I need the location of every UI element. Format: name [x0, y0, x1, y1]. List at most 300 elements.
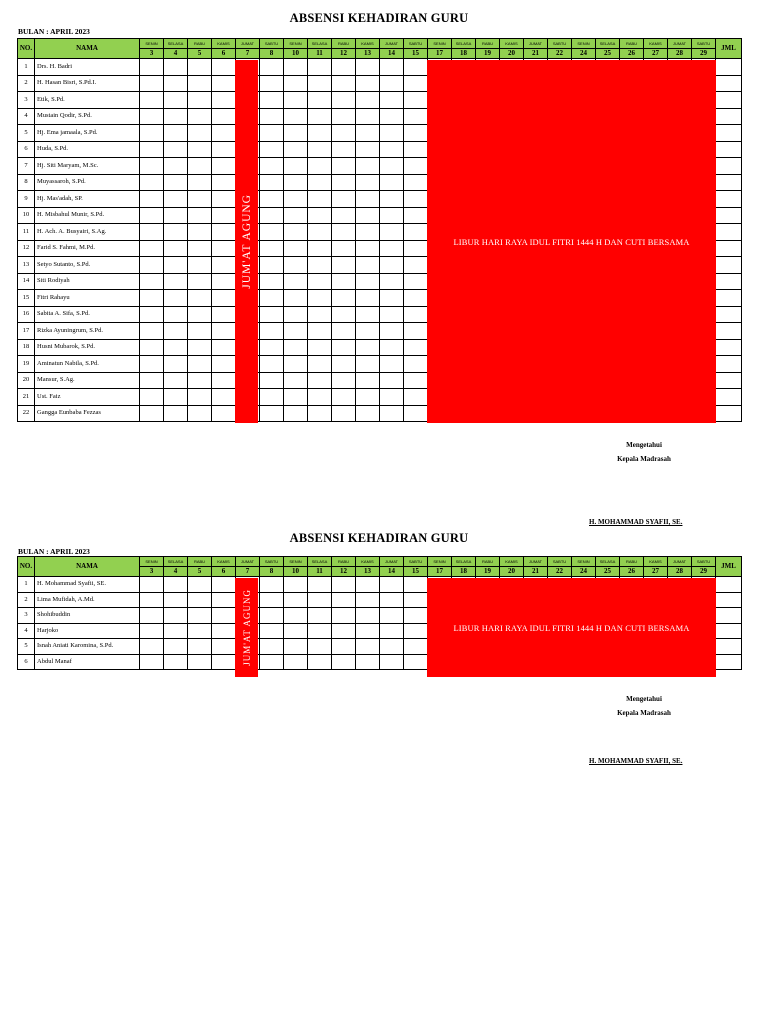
- attendance-cell[interactable]: [188, 356, 212, 373]
- attendance-cell[interactable]: [404, 174, 428, 191]
- attendance-cell[interactable]: [260, 306, 284, 323]
- attendance-cell[interactable]: [212, 75, 236, 92]
- attendance-cell[interactable]: [188, 306, 212, 323]
- attendance-cell[interactable]: [380, 356, 404, 373]
- attendance-cell[interactable]: [212, 306, 236, 323]
- attendance-cell[interactable]: [308, 339, 332, 356]
- attendance-cell[interactable]: [284, 306, 308, 323]
- attendance-cell[interactable]: [212, 191, 236, 208]
- attendance-cell[interactable]: [308, 75, 332, 92]
- attendance-cell[interactable]: [308, 125, 332, 142]
- attendance-cell[interactable]: [140, 306, 164, 323]
- attendance-cell[interactable]: [164, 224, 188, 241]
- attendance-cell[interactable]: [284, 207, 308, 224]
- attendance-cell[interactable]: [404, 389, 428, 406]
- attendance-cell[interactable]: [188, 108, 212, 125]
- attendance-cell[interactable]: [380, 125, 404, 142]
- attendance-cell[interactable]: [356, 240, 380, 257]
- attendance-cell[interactable]: [164, 592, 188, 608]
- attendance-cell[interactable]: [164, 240, 188, 257]
- attendance-cell[interactable]: [404, 592, 428, 608]
- attendance-cell[interactable]: [212, 323, 236, 340]
- attendance-cell[interactable]: [140, 592, 164, 608]
- attendance-cell[interactable]: [188, 273, 212, 290]
- attendance-cell[interactable]: [356, 405, 380, 422]
- attendance-cell[interactable]: [188, 59, 212, 76]
- attendance-cell[interactable]: [332, 207, 356, 224]
- attendance-cell[interactable]: [164, 108, 188, 125]
- attendance-cell[interactable]: [380, 240, 404, 257]
- attendance-cell[interactable]: [188, 577, 212, 593]
- attendance-cell[interactable]: [380, 174, 404, 191]
- attendance-cell[interactable]: [140, 207, 164, 224]
- attendance-cell[interactable]: [284, 405, 308, 422]
- attendance-cell[interactable]: [188, 158, 212, 175]
- attendance-cell[interactable]: [212, 356, 236, 373]
- attendance-cell[interactable]: [140, 240, 164, 257]
- attendance-cell[interactable]: [260, 240, 284, 257]
- attendance-cell[interactable]: [140, 174, 164, 191]
- attendance-cell[interactable]: [188, 207, 212, 224]
- attendance-cell[interactable]: [404, 92, 428, 109]
- attendance-cell[interactable]: [332, 257, 356, 274]
- attendance-cell[interactable]: [140, 654, 164, 670]
- attendance-cell[interactable]: [308, 372, 332, 389]
- attendance-cell[interactable]: [332, 323, 356, 340]
- attendance-cell[interactable]: [332, 174, 356, 191]
- attendance-cell[interactable]: [212, 257, 236, 274]
- attendance-cell[interactable]: [356, 207, 380, 224]
- attendance-cell[interactable]: [260, 224, 284, 241]
- attendance-cell[interactable]: [380, 158, 404, 175]
- attendance-cell[interactable]: [284, 356, 308, 373]
- attendance-cell[interactable]: [260, 339, 284, 356]
- attendance-cell[interactable]: [356, 372, 380, 389]
- attendance-cell[interactable]: [260, 389, 284, 406]
- attendance-cell[interactable]: [140, 639, 164, 655]
- attendance-cell[interactable]: [404, 654, 428, 670]
- attendance-cell[interactable]: [140, 59, 164, 76]
- attendance-cell[interactable]: [332, 240, 356, 257]
- attendance-cell[interactable]: [380, 207, 404, 224]
- attendance-cell[interactable]: [212, 372, 236, 389]
- attendance-cell[interactable]: [164, 654, 188, 670]
- attendance-cell[interactable]: [140, 75, 164, 92]
- attendance-cell[interactable]: [284, 639, 308, 655]
- attendance-cell[interactable]: [260, 108, 284, 125]
- attendance-cell[interactable]: [188, 174, 212, 191]
- attendance-cell[interactable]: [380, 323, 404, 340]
- attendance-cell[interactable]: [164, 273, 188, 290]
- attendance-cell[interactable]: [356, 290, 380, 307]
- attendance-cell[interactable]: [260, 92, 284, 109]
- attendance-cell[interactable]: [188, 257, 212, 274]
- attendance-cell[interactable]: [260, 654, 284, 670]
- attendance-cell[interactable]: [140, 405, 164, 422]
- attendance-cell[interactable]: [260, 125, 284, 142]
- attendance-cell[interactable]: [260, 174, 284, 191]
- attendance-cell[interactable]: [284, 108, 308, 125]
- attendance-cell[interactable]: [356, 191, 380, 208]
- attendance-cell[interactable]: [284, 389, 308, 406]
- attendance-cell[interactable]: [140, 191, 164, 208]
- attendance-cell[interactable]: [164, 75, 188, 92]
- attendance-cell[interactable]: [404, 240, 428, 257]
- attendance-cell[interactable]: [356, 306, 380, 323]
- attendance-cell[interactable]: [140, 224, 164, 241]
- attendance-cell[interactable]: [332, 405, 356, 422]
- attendance-cell[interactable]: [284, 654, 308, 670]
- attendance-cell[interactable]: [140, 158, 164, 175]
- attendance-cell[interactable]: [260, 372, 284, 389]
- attendance-cell[interactable]: [260, 158, 284, 175]
- attendance-cell[interactable]: [404, 405, 428, 422]
- attendance-cell[interactable]: [140, 389, 164, 406]
- attendance-cell[interactable]: [164, 639, 188, 655]
- attendance-cell[interactable]: [356, 339, 380, 356]
- attendance-cell[interactable]: [212, 92, 236, 109]
- attendance-cell[interactable]: [164, 356, 188, 373]
- attendance-cell[interactable]: [380, 623, 404, 639]
- attendance-cell[interactable]: [260, 75, 284, 92]
- attendance-cell[interactable]: [212, 654, 236, 670]
- attendance-cell[interactable]: [332, 59, 356, 76]
- attendance-cell[interactable]: [308, 639, 332, 655]
- attendance-cell[interactable]: [380, 191, 404, 208]
- attendance-cell[interactable]: [260, 207, 284, 224]
- attendance-cell[interactable]: [260, 608, 284, 624]
- attendance-cell[interactable]: [188, 389, 212, 406]
- attendance-cell[interactable]: [404, 108, 428, 125]
- attendance-cell[interactable]: [188, 224, 212, 241]
- attendance-cell[interactable]: [308, 207, 332, 224]
- attendance-cell[interactable]: [164, 290, 188, 307]
- attendance-cell[interactable]: [188, 240, 212, 257]
- attendance-cell[interactable]: [380, 654, 404, 670]
- attendance-cell[interactable]: [356, 108, 380, 125]
- attendance-cell[interactable]: [140, 108, 164, 125]
- attendance-cell[interactable]: [356, 356, 380, 373]
- attendance-cell[interactable]: [212, 174, 236, 191]
- attendance-cell[interactable]: [212, 273, 236, 290]
- attendance-cell[interactable]: [260, 290, 284, 307]
- attendance-cell[interactable]: [212, 290, 236, 307]
- attendance-cell[interactable]: [380, 224, 404, 241]
- attendance-cell[interactable]: [164, 323, 188, 340]
- attendance-cell[interactable]: [308, 623, 332, 639]
- attendance-cell[interactable]: [308, 592, 332, 608]
- attendance-cell[interactable]: [332, 224, 356, 241]
- attendance-cell[interactable]: [164, 405, 188, 422]
- attendance-cell[interactable]: [404, 372, 428, 389]
- attendance-cell[interactable]: [212, 577, 236, 593]
- attendance-cell[interactable]: [260, 405, 284, 422]
- attendance-cell[interactable]: [164, 174, 188, 191]
- attendance-cell[interactable]: [284, 141, 308, 158]
- attendance-cell[interactable]: [356, 158, 380, 175]
- attendance-cell[interactable]: [332, 577, 356, 593]
- attendance-cell[interactable]: [332, 141, 356, 158]
- attendance-cell[interactable]: [284, 577, 308, 593]
- attendance-cell[interactable]: [284, 125, 308, 142]
- attendance-cell[interactable]: [308, 108, 332, 125]
- attendance-cell[interactable]: [284, 323, 308, 340]
- attendance-cell[interactable]: [284, 240, 308, 257]
- attendance-cell[interactable]: [164, 608, 188, 624]
- attendance-cell[interactable]: [356, 608, 380, 624]
- attendance-cell[interactable]: [260, 639, 284, 655]
- attendance-cell[interactable]: [164, 389, 188, 406]
- attendance-cell[interactable]: [404, 356, 428, 373]
- attendance-cell[interactable]: [212, 224, 236, 241]
- attendance-cell[interactable]: [332, 158, 356, 175]
- attendance-cell[interactable]: [308, 577, 332, 593]
- attendance-cell[interactable]: [332, 608, 356, 624]
- attendance-cell[interactable]: [260, 356, 284, 373]
- attendance-cell[interactable]: [404, 125, 428, 142]
- attendance-cell[interactable]: [380, 273, 404, 290]
- attendance-cell[interactable]: [284, 592, 308, 608]
- attendance-cell[interactable]: [164, 257, 188, 274]
- attendance-cell[interactable]: [284, 623, 308, 639]
- attendance-cell[interactable]: [284, 257, 308, 274]
- attendance-cell[interactable]: [260, 141, 284, 158]
- attendance-cell[interactable]: [404, 59, 428, 76]
- attendance-cell[interactable]: [188, 623, 212, 639]
- attendance-cell[interactable]: [212, 125, 236, 142]
- attendance-cell[interactable]: [380, 59, 404, 76]
- attendance-cell[interactable]: [404, 306, 428, 323]
- attendance-cell[interactable]: [380, 306, 404, 323]
- attendance-cell[interactable]: [380, 108, 404, 125]
- attendance-cell[interactable]: [356, 323, 380, 340]
- attendance-cell[interactable]: [332, 356, 356, 373]
- attendance-cell[interactable]: [332, 623, 356, 639]
- attendance-cell[interactable]: [140, 608, 164, 624]
- attendance-cell[interactable]: [332, 125, 356, 142]
- attendance-cell[interactable]: [284, 92, 308, 109]
- attendance-cell[interactable]: [164, 623, 188, 639]
- attendance-cell[interactable]: [164, 577, 188, 593]
- attendance-cell[interactable]: [380, 372, 404, 389]
- attendance-cell[interactable]: [332, 372, 356, 389]
- attendance-cell[interactable]: [140, 577, 164, 593]
- attendance-cell[interactable]: [404, 290, 428, 307]
- attendance-cell[interactable]: [284, 174, 308, 191]
- attendance-cell[interactable]: [332, 75, 356, 92]
- attendance-cell[interactable]: [260, 273, 284, 290]
- attendance-cell[interactable]: [308, 191, 332, 208]
- attendance-cell[interactable]: [332, 191, 356, 208]
- attendance-cell[interactable]: [308, 389, 332, 406]
- attendance-cell[interactable]: [308, 240, 332, 257]
- attendance-cell[interactable]: [308, 158, 332, 175]
- attendance-cell[interactable]: [332, 339, 356, 356]
- attendance-cell[interactable]: [284, 339, 308, 356]
- attendance-cell[interactable]: [164, 339, 188, 356]
- attendance-cell[interactable]: [188, 125, 212, 142]
- attendance-cell[interactable]: [212, 592, 236, 608]
- attendance-cell[interactable]: [356, 224, 380, 241]
- attendance-cell[interactable]: [404, 191, 428, 208]
- attendance-cell[interactable]: [404, 207, 428, 224]
- attendance-cell[interactable]: [356, 592, 380, 608]
- attendance-cell[interactable]: [404, 257, 428, 274]
- attendance-cell[interactable]: [140, 356, 164, 373]
- attendance-cell[interactable]: [308, 306, 332, 323]
- attendance-cell[interactable]: [308, 356, 332, 373]
- attendance-cell[interactable]: [404, 323, 428, 340]
- attendance-cell[interactable]: [404, 141, 428, 158]
- attendance-cell[interactable]: [188, 405, 212, 422]
- attendance-cell[interactable]: [284, 191, 308, 208]
- attendance-cell[interactable]: [188, 191, 212, 208]
- attendance-cell[interactable]: [380, 639, 404, 655]
- attendance-cell[interactable]: [308, 92, 332, 109]
- attendance-cell[interactable]: [308, 174, 332, 191]
- attendance-cell[interactable]: [356, 577, 380, 593]
- attendance-cell[interactable]: [188, 654, 212, 670]
- attendance-cell[interactable]: [188, 141, 212, 158]
- attendance-cell[interactable]: [380, 290, 404, 307]
- attendance-cell[interactable]: [284, 273, 308, 290]
- attendance-cell[interactable]: [164, 191, 188, 208]
- attendance-cell[interactable]: [212, 623, 236, 639]
- attendance-cell[interactable]: [404, 273, 428, 290]
- attendance-cell[interactable]: [140, 273, 164, 290]
- attendance-cell[interactable]: [188, 372, 212, 389]
- attendance-cell[interactable]: [188, 290, 212, 307]
- attendance-cell[interactable]: [332, 654, 356, 670]
- attendance-cell[interactable]: [164, 125, 188, 142]
- attendance-cell[interactable]: [404, 639, 428, 655]
- attendance-cell[interactable]: [164, 158, 188, 175]
- attendance-cell[interactable]: [140, 372, 164, 389]
- attendance-cell[interactable]: [356, 273, 380, 290]
- attendance-cell[interactable]: [284, 224, 308, 241]
- attendance-cell[interactable]: [212, 141, 236, 158]
- attendance-cell[interactable]: [212, 207, 236, 224]
- attendance-cell[interactable]: [404, 339, 428, 356]
- attendance-cell[interactable]: [140, 623, 164, 639]
- attendance-cell[interactable]: [140, 125, 164, 142]
- attendance-cell[interactable]: [164, 141, 188, 158]
- attendance-cell[interactable]: [188, 608, 212, 624]
- attendance-cell[interactable]: [404, 623, 428, 639]
- attendance-cell[interactable]: [404, 224, 428, 241]
- attendance-cell[interactable]: [380, 339, 404, 356]
- attendance-cell[interactable]: [260, 623, 284, 639]
- attendance-cell[interactable]: [140, 290, 164, 307]
- attendance-cell[interactable]: [332, 592, 356, 608]
- attendance-cell[interactable]: [332, 306, 356, 323]
- attendance-cell[interactable]: [260, 191, 284, 208]
- attendance-cell[interactable]: [308, 323, 332, 340]
- attendance-cell[interactable]: [188, 75, 212, 92]
- attendance-cell[interactable]: [212, 108, 236, 125]
- attendance-cell[interactable]: [164, 59, 188, 76]
- attendance-cell[interactable]: [212, 339, 236, 356]
- attendance-cell[interactable]: [404, 158, 428, 175]
- attendance-cell[interactable]: [188, 639, 212, 655]
- attendance-cell[interactable]: [284, 158, 308, 175]
- attendance-cell[interactable]: [140, 257, 164, 274]
- attendance-cell[interactable]: [140, 323, 164, 340]
- attendance-cell[interactable]: [140, 141, 164, 158]
- attendance-cell[interactable]: [188, 92, 212, 109]
- attendance-cell[interactable]: [356, 125, 380, 142]
- attendance-cell[interactable]: [260, 577, 284, 593]
- attendance-cell[interactable]: [260, 257, 284, 274]
- attendance-cell[interactable]: [212, 158, 236, 175]
- attendance-cell[interactable]: [380, 405, 404, 422]
- attendance-cell[interactable]: [308, 224, 332, 241]
- attendance-cell[interactable]: [380, 577, 404, 593]
- attendance-cell[interactable]: [212, 405, 236, 422]
- attendance-cell[interactable]: [356, 174, 380, 191]
- attendance-cell[interactable]: [164, 207, 188, 224]
- attendance-cell[interactable]: [188, 323, 212, 340]
- attendance-cell[interactable]: [380, 141, 404, 158]
- attendance-cell[interactable]: [260, 323, 284, 340]
- attendance-cell[interactable]: [332, 290, 356, 307]
- attendance-cell[interactable]: [284, 75, 308, 92]
- attendance-cell[interactable]: [332, 639, 356, 655]
- attendance-cell[interactable]: [284, 608, 308, 624]
- attendance-cell[interactable]: [356, 639, 380, 655]
- attendance-cell[interactable]: [380, 389, 404, 406]
- attendance-cell[interactable]: [404, 577, 428, 593]
- attendance-cell[interactable]: [380, 75, 404, 92]
- attendance-cell[interactable]: [332, 273, 356, 290]
- attendance-cell[interactable]: [188, 592, 212, 608]
- attendance-cell[interactable]: [164, 92, 188, 109]
- attendance-cell[interactable]: [332, 108, 356, 125]
- attendance-cell[interactable]: [356, 141, 380, 158]
- attendance-cell[interactable]: [284, 372, 308, 389]
- attendance-cell[interactable]: [140, 92, 164, 109]
- attendance-cell[interactable]: [380, 592, 404, 608]
- attendance-cell[interactable]: [212, 608, 236, 624]
- attendance-cell[interactable]: [212, 389, 236, 406]
- attendance-cell[interactable]: [212, 639, 236, 655]
- attendance-cell[interactable]: [380, 608, 404, 624]
- attendance-cell[interactable]: [380, 257, 404, 274]
- attendance-cell[interactable]: [380, 92, 404, 109]
- attendance-cell[interactable]: [212, 59, 236, 76]
- attendance-cell[interactable]: [308, 59, 332, 76]
- attendance-cell[interactable]: [308, 654, 332, 670]
- attendance-cell[interactable]: [308, 141, 332, 158]
- attendance-cell[interactable]: [404, 608, 428, 624]
- attendance-cell[interactable]: [308, 290, 332, 307]
- attendance-cell[interactable]: [356, 654, 380, 670]
- attendance-cell[interactable]: [140, 339, 164, 356]
- attendance-cell[interactable]: [332, 92, 356, 109]
- attendance-cell[interactable]: [212, 240, 236, 257]
- attendance-cell[interactable]: [260, 592, 284, 608]
- attendance-cell[interactable]: [308, 405, 332, 422]
- attendance-cell[interactable]: [356, 389, 380, 406]
- attendance-cell[interactable]: [356, 257, 380, 274]
- attendance-cell[interactable]: [308, 257, 332, 274]
- attendance-cell[interactable]: [164, 306, 188, 323]
- attendance-cell[interactable]: [164, 372, 188, 389]
- attendance-cell[interactable]: [356, 92, 380, 109]
- attendance-cell[interactable]: [356, 59, 380, 76]
- attendance-cell[interactable]: [284, 290, 308, 307]
- attendance-cell[interactable]: [308, 608, 332, 624]
